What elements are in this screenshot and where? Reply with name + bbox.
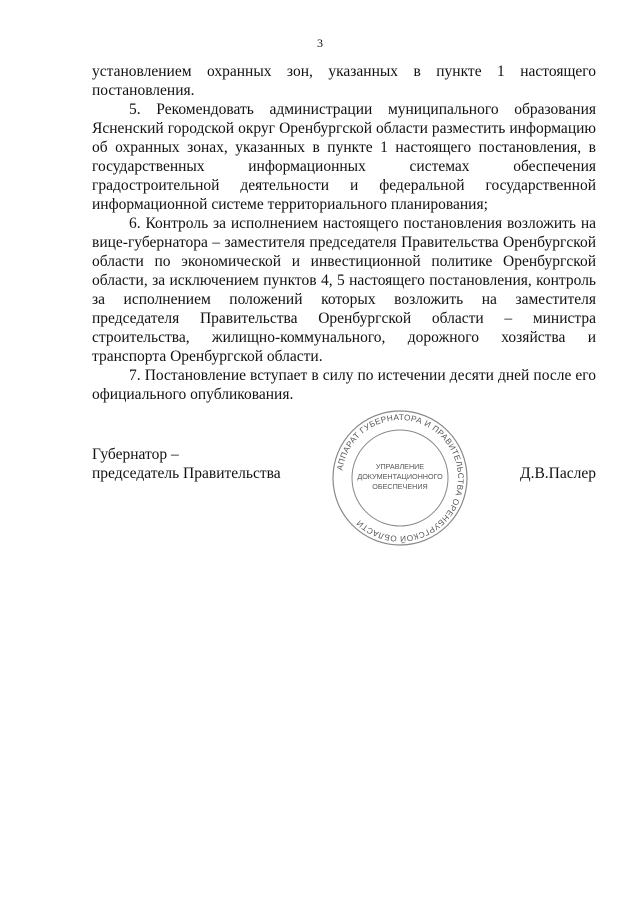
seal-outer-text: АППАРАТ ГУБЕРНАТОРА И ПРАВИТЕЛЬСТВА ОРЕНБУРГСКОЙ ОБЛАСТИ	[335, 412, 466, 544]
official-seal	[330, 408, 470, 548]
signatory-name: Д.В.Паслер	[520, 465, 596, 482]
seal-inner-line-2: ДОКУМЕНТАЦИОННОГО	[357, 472, 443, 481]
page-number: 3	[317, 36, 323, 50]
paragraph-continuation: установлением охранных зон, указанных в пункте 1 настоящего постановления.	[92, 63, 596, 99]
document-body	[92, 62, 596, 404]
signatory-title-line-1: Губернатор –	[92, 446, 179, 463]
seal-inner-line-3: ОБЕСПЕЧЕНИЯ	[372, 482, 428, 491]
paragraph-item-7: 7. Постановление вступает в силу по истечении десяти дней после его официального опубликования.	[92, 367, 596, 403]
signatory-title	[92, 445, 281, 483]
seal-inner-line-1: УПРАВЛЕНИЕ	[375, 462, 425, 471]
paragraph-item-6: 6. Контроль за исполнением настоящего постановления возложить на вице-губернатора – заместителя председателя Правительства Оренбургской области по экономической и инвестиционной политике Оренбургской области, за исключением пунктов 4, 5 настоящего постановления, контроль за исполнением положений которых возложить на заместителя председателя Правительства Оренбургской области – министра строительства, жилищно-коммунального, дорожного хозяйства и транспорта Оренбургской области.	[92, 215, 596, 365]
paragraph-item-5: 5. Рекомендовать администрации муниципального образования Ясненский городской округ Оренбургской области разместить информацию об охранных зонах, указанных в пункте 1 настоящего постановления, в государственных информационных системах обеспечения градостроительной деятельности и федеральной государственной информационной системе территориального планирования;	[92, 101, 596, 213]
signatory-title-line-2: председатель Правительства	[92, 465, 281, 482]
